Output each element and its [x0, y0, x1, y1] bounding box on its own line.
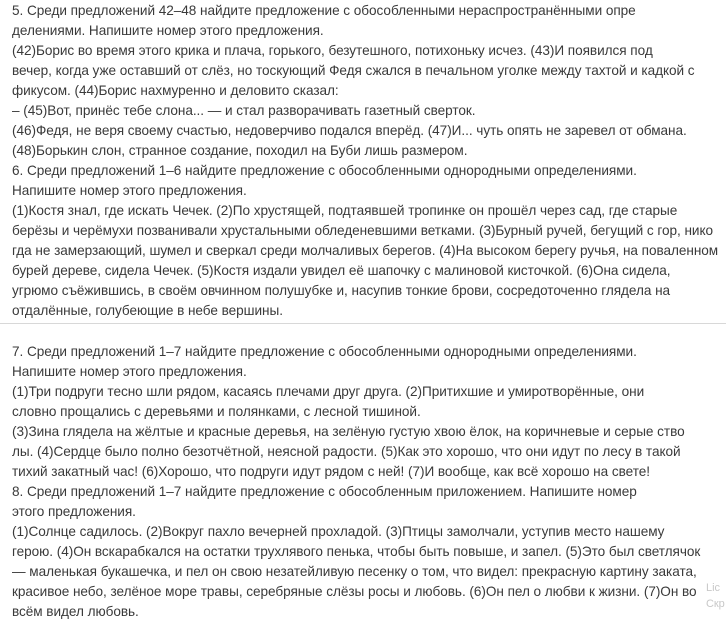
text-line: словно прощались с деревьями и полянками, с лесной тишиной.	[12, 404, 421, 419]
section-divider	[0, 323, 726, 324]
text-line: 8. Среди предложений 1–7 найдите предложение с обособленным приложением. Напишите номер	[12, 484, 637, 499]
text-line: – (45)Вот, принёс тебе слона... — и стал разворачивать газетный сверток.	[12, 103, 476, 118]
text-line: фикусом. (44)Борис нахмуренно и деловито сказал:	[12, 83, 339, 98]
text-line: (1)Солнце садилось. (2)Вокруг пахло вечерней прохладой. (3)Птицы замолчали, уступив место нашему	[12, 524, 665, 539]
text-line: (1)Костя знал, где искать Чечек. (2)По хрустящей, подтаявшей тропинке он прошёл через сад, где старые	[12, 203, 678, 218]
text-line: (46)Федя, не веря своему счастью, недоверчиво подался вперёд. (47)И... чуть опять не заревел от обмана.	[12, 123, 687, 138]
text-line: делениями. Напишите номер этого предложения.	[12, 23, 324, 38]
watermark-line: Lic	[706, 582, 720, 594]
text-line: гда не замерзающий, шумел и сверкал среди молчаливых берегов. (4)На высоком берегу ручья, на поваленном	[12, 243, 719, 258]
exercise-block-bottom	[12, 342, 718, 622]
text-line: герою. (4)Он вскарабкался на остатки трухлявого пенька, чтобы быть повыше, и запел. (5)Это был светлячок	[12, 544, 701, 559]
text-line: Напишите номер этого предложения.	[12, 183, 247, 198]
text-line: (48)Борькин слон, странное создание, походил на Буби лишь размером.	[12, 143, 468, 158]
text-line: 7. Среди предложений 1–7 найдите предложение с обособленными однородными определениями.	[12, 344, 637, 359]
text-line: отдалённые, голубеющие в небе вершины.	[12, 303, 283, 318]
text-line: Напишите номер этого предложения.	[12, 364, 247, 379]
text-line: (3)Зина глядела на жёлтые и красные деревья, на зелёную густую хвою ёлок, на коричневые и серые ство	[12, 424, 685, 439]
text-line: — маленькая букашечка, и пел он свою незатейливую песенку о том, что видел: прекрасную картину заката,	[12, 564, 697, 579]
text-line: лы. (4)Сердце было полно безотчётной, неясной радости. (5)Как это хорошо, что они идут по лесу в такой	[12, 444, 681, 459]
text-line: берёзы и черёмухи позванивали хрустальными обледеневшими ветками. (3)Бурный ручей, бегущий с гор, нико	[12, 223, 714, 238]
watermark-text	[706, 580, 726, 612]
text-line: вечер, когда уже оставший от слёз, но тоскующий Федя сжался в печальном уголке между тахтой и кадкой с	[12, 63, 695, 78]
text-line: угрюмо съёжившись, в своём овчинном полушубке и, насупив тонкие брови, сосредоточенно глядела на	[12, 283, 671, 298]
text-line: (42)Борис во время этого крика и плача, горького, безутешного, потихоньку исчез. (43)И появился под	[12, 43, 653, 58]
text-line: этого предложения.	[12, 504, 136, 519]
watermark-line: Скр	[706, 598, 725, 610]
text-line: бурей дереве, сидела Чечек. (5)Костя издали увидел её шапочку с малиновой кисточкой. (6)Она сидела,	[12, 263, 671, 278]
text-line: 6. Среди предложений 1–6 найдите предложение с обособленными однородными определениями.	[12, 163, 637, 178]
text-line: тихий закатный час! (6)Хорошо, что подруги идут рядом с ней! (7)И вообще, как всё хорошо на свете!	[12, 464, 650, 479]
text-line: (1)Три подруги тесно шли рядом, касаясь плечами друг друга. (2)Притихшие и умиротворённые, они	[12, 384, 645, 399]
exercise-block-top	[12, 1, 718, 321]
text-line: красивое небо, зелёное море травы, серебряные слёзы росы и любовь. (6)Он пел о любви к жизни. (7)Он во	[12, 584, 697, 599]
text-line: всём видел любовь.	[12, 604, 139, 619]
text-line: 5. Среди предложений 42–48 найдите предложение с обособленными нераспространёнными опре	[12, 3, 636, 18]
